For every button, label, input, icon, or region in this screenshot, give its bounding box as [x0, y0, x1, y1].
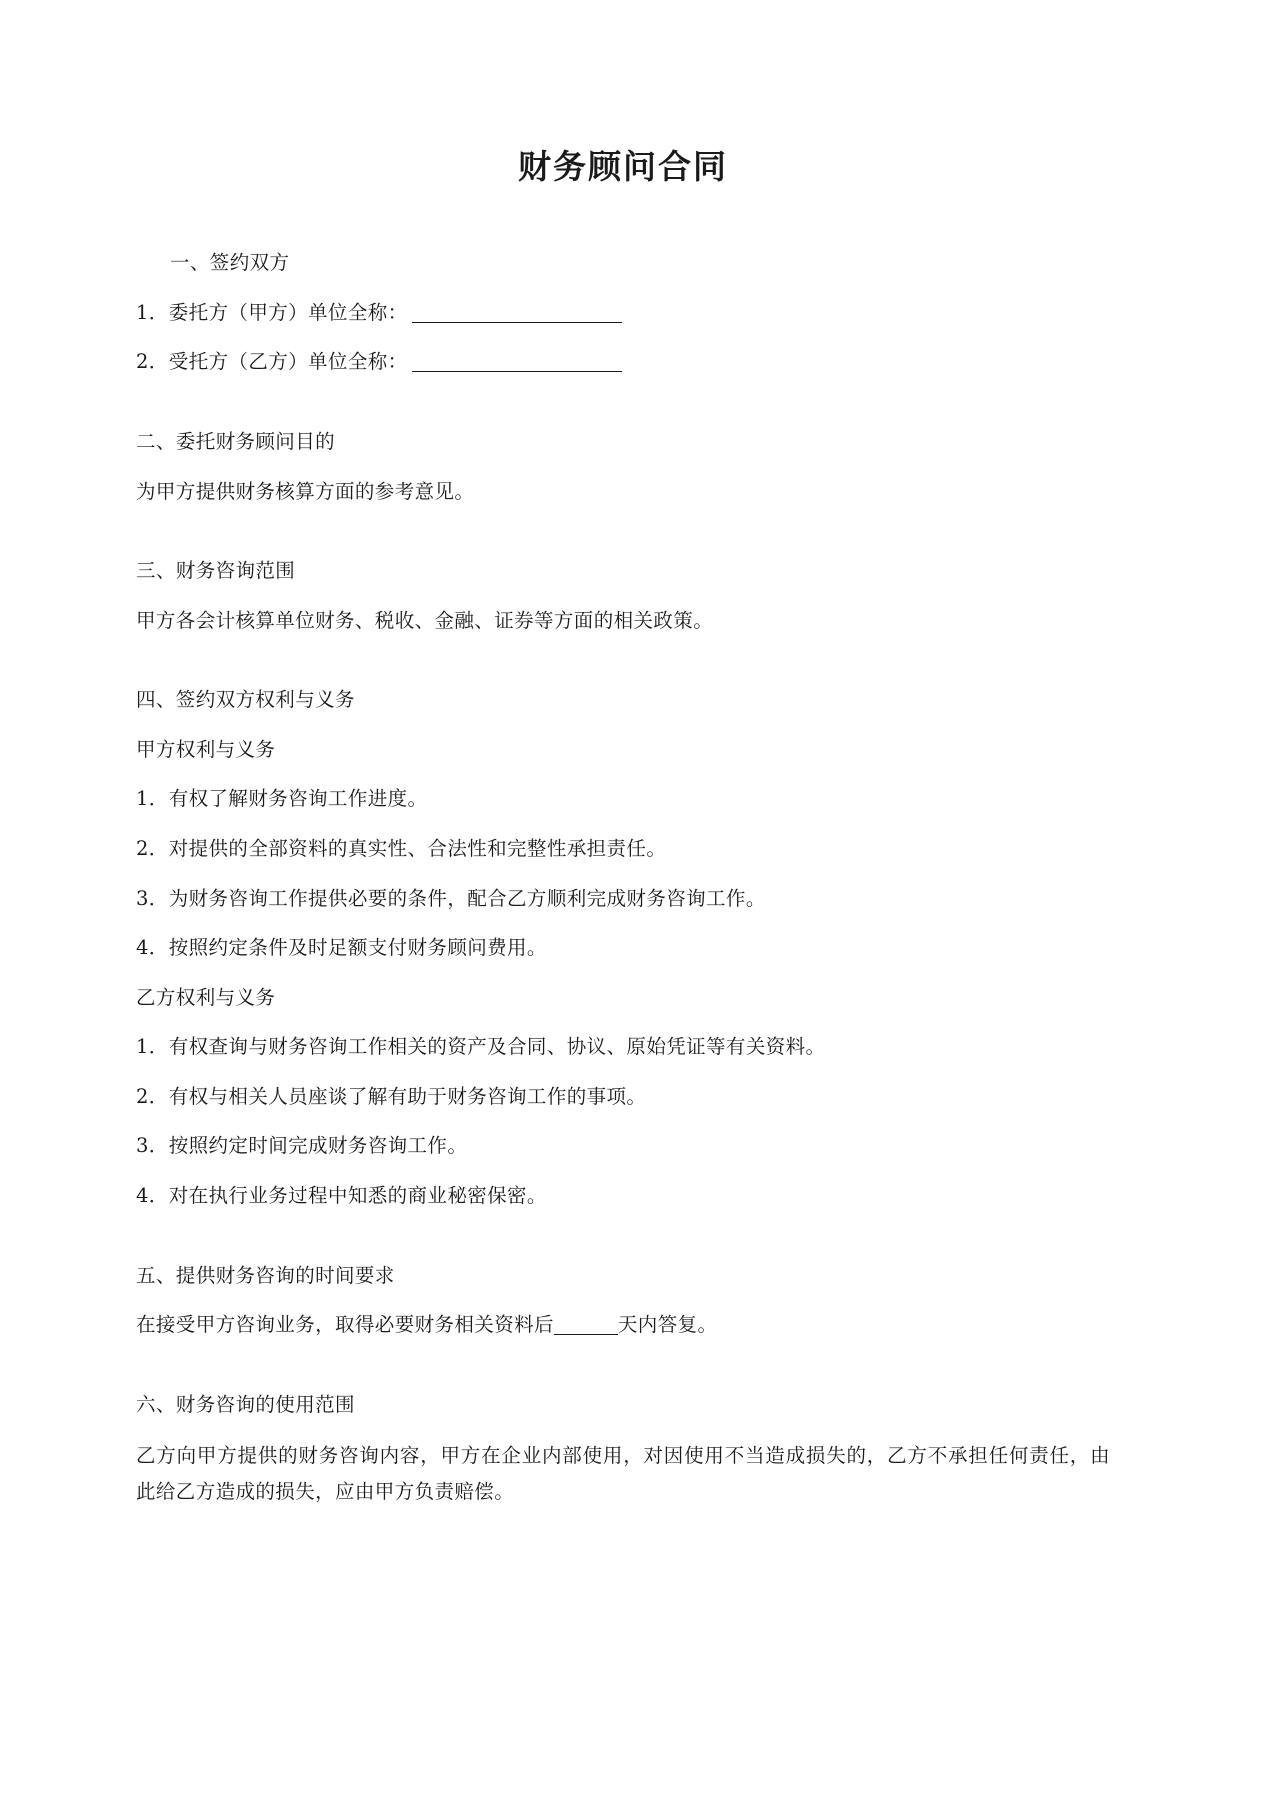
- list-item-text: 有权查询与财务咨询工作相关的资产及合同、协议、原始凭证等有关资料。: [168, 1035, 826, 1059]
- list-item: [136, 874, 1110, 924]
- party-a-duties-heading: 甲方权利与义务: [136, 737, 276, 761]
- section-body-5-suffix: 天内答复。: [617, 1313, 718, 1337]
- list-item-text: 按照约定条件及时足额支付财务顾问费用。: [168, 936, 547, 960]
- spacer: [136, 516, 1110, 546]
- list-item: [136, 1121, 1110, 1171]
- page-title: 财务顾问合同: [518, 147, 728, 186]
- list-item: [136, 824, 1110, 874]
- party-item-1-label: 委托方（甲方）单位全称：: [168, 300, 408, 324]
- list-item-num: 3．: [136, 886, 169, 910]
- section-heading-6: 六、财务咨询的使用范围: [136, 1392, 355, 1416]
- party-item-1: [136, 288, 1110, 338]
- spacer: [136, 1221, 1110, 1251]
- party-1-blank-field[interactable]: [412, 322, 622, 323]
- list-item: [136, 1072, 1110, 1122]
- party-2-blank-field[interactable]: [412, 371, 622, 372]
- list-item: [136, 923, 1110, 973]
- list-item-text: 按照约定时间完成财务咨询工作。: [168, 1134, 468, 1158]
- party-b-duties-heading: 乙方权利与义务: [136, 985, 276, 1009]
- list-item-text: 为财务咨询工作提供必要的条件，配合乙方顺利完成财务咨询工作。: [168, 886, 766, 910]
- section-body-5: [136, 1300, 1110, 1350]
- list-item-num: 4．: [136, 1184, 169, 1208]
- party-item-2-label: 受托方（乙方）单位全称：: [168, 350, 408, 374]
- spacer: [136, 645, 1110, 675]
- section-heading-4: 四、签约双方权利与义务: [136, 688, 355, 712]
- section-body-5-prefix: 在接受甲方咨询业务，取得必要财务相关资料后: [136, 1313, 554, 1337]
- list-item-num: 2．: [136, 836, 169, 860]
- party-item-2: [136, 337, 1110, 387]
- section-body-6: 乙方向甲方提供的财务咨询内容，甲方在企业内部使用，对因使用不当造成损失的，乙方不承担任何责任，由此给乙方造成的损失，应由甲方负责赔偿。: [136, 1444, 1110, 1504]
- list-item: [136, 774, 1110, 824]
- section-heading-5: 五、提供财务咨询的时间要求: [136, 1263, 395, 1287]
- section-heading-3: 三、财务咨询范围: [136, 559, 296, 583]
- section-heading-2: 二、委托财务顾问目的: [136, 429, 336, 453]
- list-item-text: 有权了解财务咨询工作进度。: [168, 787, 428, 811]
- list-item-text: 对提供的全部资料的真实性、合法性和完整性承担责任。: [168, 836, 667, 860]
- list-item-num: 1．: [136, 787, 169, 811]
- spacer: [136, 387, 1110, 417]
- section-body-3: 甲方各会计核算单位财务、税收、金融、证券等方面的相关政策。: [136, 608, 714, 632]
- list-item-text: 有权与相关人员座谈了解有助于财务咨询工作的事项。: [168, 1084, 647, 1108]
- list-item: [136, 1022, 1110, 1072]
- list-item-num: 1．: [136, 1035, 169, 1059]
- list-item-num: 3．: [136, 1134, 169, 1158]
- party-item-2-num: 2．: [136, 350, 169, 374]
- spacer: [136, 1350, 1110, 1380]
- days-blank-field[interactable]: [554, 1334, 618, 1335]
- list-item-text: 对在执行业务过程中知悉的商业秘密保密。: [168, 1184, 547, 1208]
- list-item-num: 2．: [136, 1084, 169, 1108]
- document-body: [136, 238, 1110, 1519]
- list-item: [136, 1171, 1110, 1221]
- party-item-1-num: 1．: [136, 300, 169, 324]
- list-item-num: 4．: [136, 936, 169, 960]
- section-body-2: 为甲方提供财务核算方面的参考意见。: [136, 479, 475, 503]
- section-heading-1: 一、签约双方: [170, 251, 290, 275]
